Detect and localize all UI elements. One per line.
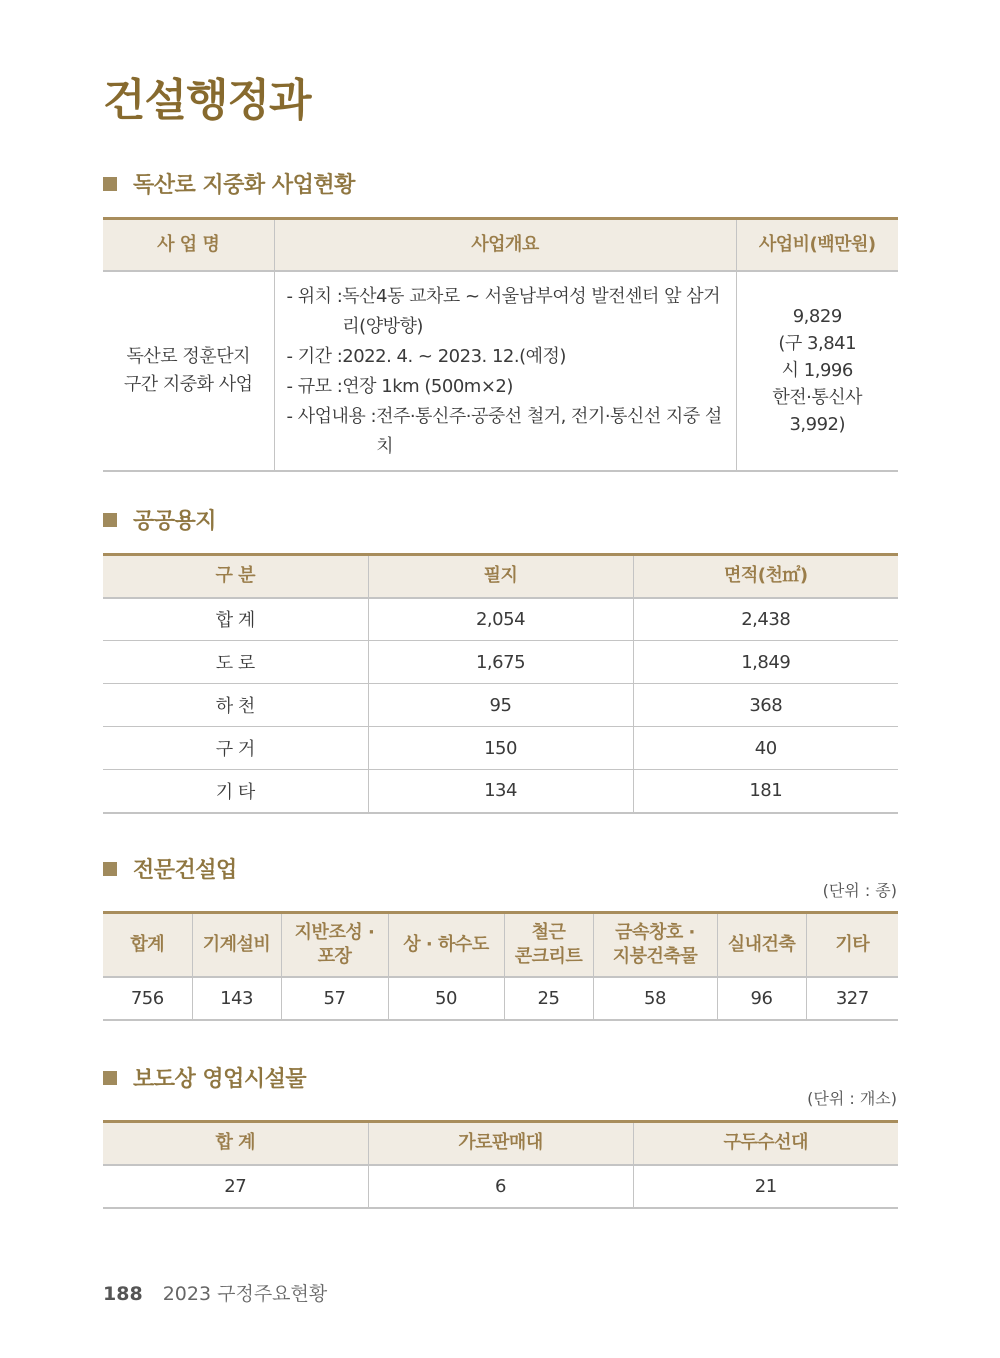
header-area: 면적(천㎡): [633, 555, 898, 598]
overview-value: 전주·통신주·공중선 철거, 전기·통신선 지중 설치: [376, 405, 722, 457]
header-line: 합계: [130, 933, 165, 955]
header-metal-roofing: [593, 913, 717, 977]
section-title-text: 전문건설업: [133, 858, 237, 883]
square-bullet-icon: [103, 1071, 117, 1085]
cost-cell: [736, 271, 898, 471]
cost-line: 한전·통신사: [772, 387, 863, 408]
value-cell: 21: [633, 1165, 898, 1208]
header-line: 철근: [531, 921, 566, 943]
value-cell: 57: [281, 977, 388, 1020]
header-other: [806, 913, 898, 977]
table-header-row: [103, 1122, 898, 1165]
page-footer: [103, 1279, 327, 1306]
category-cell: 하 천: [103, 684, 368, 727]
value-cell: 25: [504, 977, 593, 1020]
header-category: 구 분: [103, 555, 368, 598]
overview-item-scale: [287, 372, 728, 402]
parcels-cell: 150: [368, 727, 633, 770]
value-cell: 27: [103, 1165, 368, 1208]
table-row: [103, 598, 898, 641]
table-row: [103, 977, 898, 1020]
header-mechanical: [192, 913, 281, 977]
overview-label: - 기간 :: [286, 345, 343, 367]
section-title-text: 공공용지: [133, 509, 217, 534]
value-cell: 58: [593, 977, 717, 1020]
page-number: 188: [103, 1283, 143, 1305]
section-title-public-land: [103, 504, 216, 535]
section-title-sidewalk: [103, 1062, 306, 1093]
category-cell: 기 타: [103, 770, 368, 813]
header-rebar-concrete: [504, 913, 593, 977]
overview-item-content: [287, 402, 728, 462]
section-title-specialty: [103, 853, 237, 884]
header-cost: 사업비(백만원): [736, 219, 898, 271]
header-line: 금속창호 ·: [615, 921, 695, 943]
parcels-cell: 134: [368, 770, 633, 813]
area-cell: 368: [633, 684, 898, 727]
project-name-cell: [103, 271, 274, 471]
square-bullet-icon: [103, 862, 117, 876]
table-row: [103, 271, 898, 471]
header-line: 지붕건축물: [612, 945, 698, 967]
publication-title: 2023 구정주요현황: [162, 1283, 328, 1305]
section-title-text: 독산로 지중화 사업현황: [133, 173, 355, 198]
table-header-row: [103, 913, 898, 977]
category-cell: 구 거: [103, 727, 368, 770]
overview-value: 연장 1km (500m×2): [342, 375, 513, 397]
header-line: 기타: [835, 933, 870, 955]
overview-value: 2022. 4. ~ 2023. 12.(예정): [342, 345, 566, 367]
project-name-line: 구간 지중화 사업: [123, 373, 253, 395]
header-overview: 사업개요: [274, 219, 736, 271]
cost-line: (구 3,841: [778, 333, 857, 354]
value-cell: 143: [192, 977, 281, 1020]
public-land-table: [103, 553, 898, 814]
value-cell: 6: [368, 1165, 633, 1208]
area-cell: 2,438: [633, 598, 898, 641]
overview-item-location: [287, 282, 728, 342]
area-cell: 1,849: [633, 641, 898, 684]
header-interior: [717, 913, 806, 977]
section-title-underground: [103, 168, 355, 199]
overview-cell: [274, 271, 736, 471]
header-total: 합 계: [103, 1122, 368, 1165]
header-line: 지반조성 ·: [294, 921, 375, 943]
overview-label: - 사업내용 :: [286, 405, 377, 427]
header-line: 콘크리트: [514, 945, 583, 967]
unit-label: (단위 : 개소): [807, 1089, 897, 1108]
table-row: [103, 1165, 898, 1208]
header-line: 포장: [317, 945, 352, 967]
table-header-row: [103, 219, 898, 271]
table-row: [103, 770, 898, 813]
area-cell: 40: [633, 727, 898, 770]
sidewalk-facilities-table: [103, 1120, 898, 1209]
header-parcels: 필지: [368, 555, 633, 598]
header-ground-paving: [281, 913, 388, 977]
parcels-cell: 1,675: [368, 641, 633, 684]
header-shoe-repair: 구두수선대: [633, 1122, 898, 1165]
value-cell: 327: [806, 977, 898, 1020]
area-cell: 181: [633, 770, 898, 813]
parcels-cell: 2,054: [368, 598, 633, 641]
category-cell: 합 계: [103, 598, 368, 641]
table-row: [103, 684, 898, 727]
header-water-sewer: [388, 913, 504, 977]
underground-project-table: [103, 217, 898, 472]
section-title-text: 보도상 영업시설물: [133, 1067, 307, 1092]
table-row: [103, 641, 898, 684]
value-cell: 50: [388, 977, 504, 1020]
header-total: [103, 913, 192, 977]
square-bullet-icon: [103, 177, 117, 191]
table-row: [103, 727, 898, 770]
cost-line: 시 1,996: [781, 360, 853, 381]
header-street-stalls: 가로판매대: [368, 1122, 633, 1165]
square-bullet-icon: [103, 513, 117, 527]
header-line: 실내건축: [727, 933, 796, 955]
value-cell: 756: [103, 977, 192, 1020]
table-header-row: [103, 555, 898, 598]
cost-line: 9,829: [792, 306, 842, 327]
cost-line: 3,992): [789, 414, 846, 435]
header-line: 기계설비: [202, 933, 271, 955]
unit-label: (단위 : 종): [822, 881, 897, 900]
specialty-construction-table: [103, 911, 898, 1021]
category-cell: 도 로: [103, 641, 368, 684]
overview-item-period: [287, 342, 728, 372]
header-line: 상 · 하수도: [403, 933, 489, 955]
header-project-name: 사 업 명: [103, 219, 274, 271]
overview-label: - 규모 :: [286, 375, 343, 397]
project-name-line: 독산로 정훈단지: [126, 345, 250, 367]
overview-label: - 위치 :: [286, 285, 343, 307]
value-cell: 96: [717, 977, 806, 1020]
page-title: 건설행정과: [103, 75, 311, 126]
overview-value: 독산4동 교차로 ~ 서울남부여성 발전센터 앞 삼거리(양방향): [342, 285, 721, 337]
parcels-cell: 95: [368, 684, 633, 727]
